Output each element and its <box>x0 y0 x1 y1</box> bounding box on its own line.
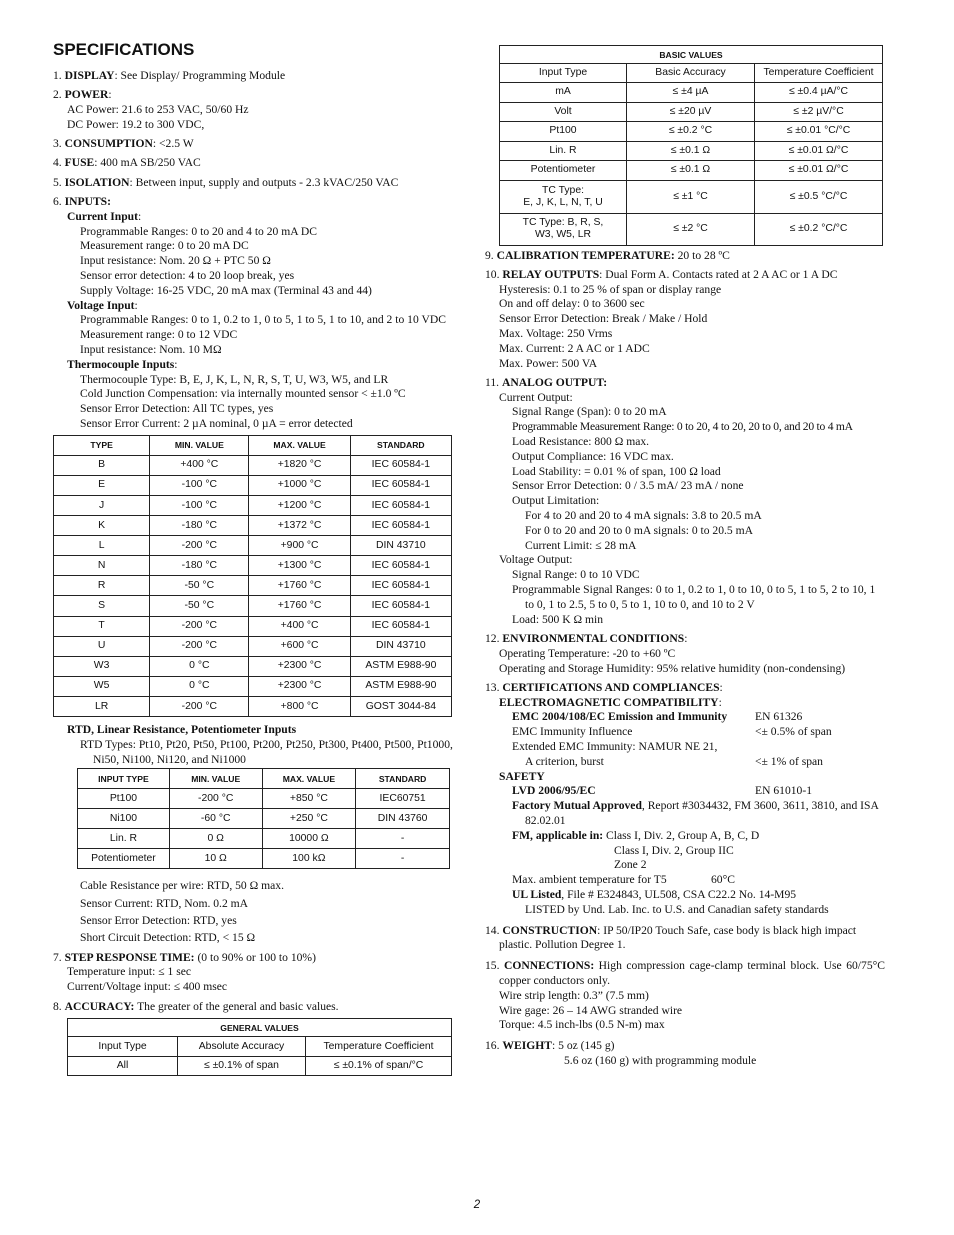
table-cell: -50 °C <box>150 576 249 596</box>
table-cell: +2300 °C <box>249 676 350 696</box>
table-cell: IEC 60584-1 <box>350 616 451 636</box>
table-cell: +1300 °C <box>249 556 350 576</box>
table-cell: +600 °C <box>249 636 350 656</box>
table-cell: DIN 43760 <box>356 809 450 829</box>
spec-connections: 15. CONNECTIONS: High compression cage-clamp terminal block. Use 60/75°C copper conductors only. Wire strip length: 0.3” (7.5 mm) Wire gage: 26 – 14 AWG stranded wire Torque: 4.5 inch-lbs (0.5 N-m) max <box>485 959 885 1032</box>
table-row <box>500 102 883 122</box>
spec-isolation: 5. ISOLATION: Between input, supply and outputs - 2.3 kVAC/250 VAC <box>53 175 399 189</box>
table-cell: - <box>356 829 450 849</box>
table-row <box>54 516 452 536</box>
table-row <box>54 576 452 596</box>
voltage-input-heading: Voltage Input: <box>67 298 138 312</box>
spec-fuse: 4. FUSE: 400 mA SB/250 VAC <box>53 156 201 170</box>
table-row <box>500 161 883 181</box>
table-cell: W3 <box>54 656 150 676</box>
table-cell: - <box>356 849 450 869</box>
spec-calibration: 9. CALIBRATION TEMPERATURE: 20 to 28 ºC <box>485 248 730 262</box>
table-cell: IEC 60584-1 <box>350 455 451 475</box>
table-row: TC Type: E, J, K, L, N, T, U ≤ ±1 °C ≤ ±0.5 °C/°C <box>500 180 883 213</box>
spec-weight: 16. WEIGHT: 5 oz (145 g) 5.6 oz (160 g) with programming module <box>485 1039 757 1067</box>
table-row <box>78 829 450 849</box>
table-row <box>500 141 883 161</box>
table-cell: -100 °C <box>150 475 249 495</box>
table-cell: GOST 3044-84 <box>350 696 451 716</box>
table-cell: U <box>54 636 150 656</box>
spec-analog-output: 11. ANALOG OUTPUT: Current Output: Signal Range (Span): 0 to 20 mA Programmable Measurement Range: 0 to 20, 4 to 20, 20 to 0, and 20 to 4 mA Load Resistance: 800 Ω max. Output Compliance: 16 VDC max. Load Stability: = 0.01 % of span, 100 Ω load Sensor Error Detection: 0 / 3.5 mA/ 23 mA / none Output Limitation: For 4 to 20 and 20 to 4 mA signals: 3.8 to 20.5 mA For 0 to 20 and 20 to 0 mA signals: 0 to 20.5 mA Current Limit: ≤ 28 mA Voltage Output: Signal Range: 0 to 10 VDC Programmable Signal Ranges: 0 to 1, 0.2 to 1, 0 to 10, 0 to 5, 1 to 5, 2 to 10, 1 to 0, 1 to 2.5, 5 to 0, 5 to 1, 10 to 0, and 10 to 2 V Load: 500 K Ω min <box>485 375 876 626</box>
header-standard: STANDARD <box>356 769 450 789</box>
table-cell: ≤ ±20 µV <box>627 102 755 122</box>
table-row <box>54 656 452 676</box>
table-cell: -180 °C <box>150 516 249 536</box>
table-cell: +250 °C <box>262 809 356 829</box>
table-row <box>78 809 450 829</box>
table-cell: -50 °C <box>150 596 249 616</box>
table-row: TC Type: B, R, S, W3, W5, LR ≤ ±2 °C ≤ ±0.2 °C/°C <box>500 213 883 245</box>
table-cell: J <box>54 496 150 516</box>
table-cell: ASTM E988-90 <box>350 676 451 696</box>
table-cell: 0 °C <box>150 656 249 676</box>
table-cell: 0 Ω <box>169 829 262 849</box>
table-row <box>54 475 452 495</box>
table-cell: 100 kΩ <box>262 849 356 869</box>
table-cell: 0 °C <box>150 676 249 696</box>
spec-power: 2. POWER: AC Power: 21.6 to 253 VAC, 50/60 Hz DC Power: 19.2 to 300 VDC, <box>53 88 249 131</box>
table-cell: +1760 °C <box>249 576 350 596</box>
table-cell: +2300 °C <box>249 656 350 676</box>
table-cell: S <box>54 596 150 616</box>
table-cell: IEC 60584-1 <box>350 496 451 516</box>
general-values-table: GENERAL VALUES Input Type Absolute Accuracy Temperature Coefficient All ≤ ±0.1% of span ≤ ±0.1% of span/°C <box>67 1018 452 1076</box>
table-cell: +1000 °C <box>249 475 350 495</box>
thermocouple-table <box>53 435 452 717</box>
table-cell: N <box>54 556 150 576</box>
basic-values-table: BASIC VALUES Input Type Basic Accuracy Temperature Coefficient mA ≤ ±4 µA ≤ ±0.4 µA/°C Volt ≤ ±20 µV ≤ ±2 µV/°C Pt100 ≤ ±0.2 °C ≤ ±0.01 °C/°C Lin. R ≤ ±0.1 Ω ≤ ±0.01 Ω/°C Potentiometer ≤ ±0.1 Ω ≤ ±0.01 Ω/°C TC Type: E, J, K, L, N, T, U ≤ ±1 °C ≤ ±0.5 °C/°C TC Type: B, R, S, W3, W5, LR ≤ ±2 °C ≤ ±0.2 °C/°C <box>499 45 883 246</box>
table-cell: +400 °C <box>249 616 350 636</box>
header-input-type: INPUT TYPE <box>78 769 170 789</box>
table-cell: K <box>54 516 150 536</box>
table-cell: ≤ ±2 µV/°C <box>755 102 883 122</box>
page-number: 2 <box>473 1199 481 1211</box>
table-cell: L <box>54 536 150 556</box>
table-row <box>54 616 452 636</box>
general-values-caption: GENERAL VALUES <box>68 1019 452 1037</box>
table-cell: +1760 °C <box>249 596 350 616</box>
table-cell: LR <box>54 696 150 716</box>
table-cell: -200 °C <box>150 696 249 716</box>
table-cell: +850 °C <box>262 789 356 809</box>
table-cell: -60 °C <box>169 809 262 829</box>
table-cell: ≤ ±0.1 Ω <box>627 161 755 181</box>
table-cell: IEC 60584-1 <box>350 516 451 536</box>
table-cell: +1820 °C <box>249 455 350 475</box>
table-row <box>54 455 452 475</box>
spec-inputs: 6. INPUTS: Current Input: Programmable Ranges: 0 to 20 and 4 to 20 mA DC Measurement range: 0 to 20 mA DC Input resistance: Nom. 20 Ω + PTC 50 Ω Sensor error detection: 4 to 20 loop break, yes Supply Voltage: 16-25 VDC, 20 mA max (Terminal 43 and 44) Voltage Input: Programmable Ranges: 0 to 1, 0.2 to 1, 0 to 5, 1 to 5, 1 to 10, and 2 to 10 VDC Measurement range: 0 to 12 VDC Input resistance: Nom. 10 MΩ Thermocouple Inputs: Thermocouple Type: B, E, J, K, L, N, R, S, T, U, W3, W5, and LR Cold Junction Compensation: via internally mounted sensor < ±1.0 ºC Sensor Error Detection: All TC types, yes Sensor Error Current: 2 µA nominal, 0 µA = error detected TYPE MIN. VALUE MAX. VALUE STANDARD B +400 °C +1820 °C IEC 60584-1 E -100 °C +1000 °C IEC 60584-1 J -100 °C +1200 °C IEC 60584-1 K -180 °C +1372 °C IEC 60584-1 L -200 °C +900 °C DIN 43710 N -180 °C +1300 °C IEC 60584-1 R -50 °C +1760 °C IEC 60584-1 S -50 °C +1760 °C IEC 60584-1 T -200 °C +400 °C IEC 60584-1 U -200 °C +600 °C DIN 43710 W3 0 °C +2300 °C ASTM E988-90 W5 0 °C +2300 °C ASTM E988-90 LR -200 °C +800 °C GOST 3044-84 RTD, Linear Resistance, Potentiometer Inputs RTD Types: Pt10, Pt20, Pt50, Pt100, Pt200, Pt250, Pt300, Pt400, Pt500, Pt1000, Ni50, Ni100, Ni120, and Ni1000 INPUT TYPE MIN. VALUE MAX. VALUE STANDARD Pt100 -200 °C +850 °C IEC60751 Ni100 -60 °C +250 °C DIN 43760 Lin. R 0 Ω 10000 Ω - Potentiometer 10 Ω 100 kΩ - Cable Resistance per wire: RTD, 50 Ω max. Sensor Current: RTD, Nom. 0.2 mA Sensor Error Detection: RTD, yes Short Circuit Detection: RTD, < 15 Ω <box>53 195 453 945</box>
table-cell: +400 °C <box>150 455 249 475</box>
left-column <box>53 40 453 1081</box>
spec-construction: 14. CONSTRUCTION: IP 50/IP20 Touch Safe, case body is black high impact plastic. Pollution Degree 1. <box>485 923 857 952</box>
table-cell: ≤ ±0.2 °C <box>627 122 755 142</box>
table-cell: Potentiometer <box>78 849 170 869</box>
table-cell: +1372 °C <box>249 516 350 536</box>
current-input-heading: Current Input: <box>67 209 142 223</box>
table-cell: W5 <box>54 676 150 696</box>
table-cell: IEC 60584-1 <box>350 576 451 596</box>
spec-step-response: 7. STEP RESPONSE TIME: (0 to 90% or 100 to 10%) Temperature input: ≤ 1 sec Current/Voltage input: ≤ 400 msec <box>53 950 316 994</box>
thermocouple-heading: Thermocouple Inputs: <box>67 357 178 371</box>
table-row <box>78 789 450 809</box>
rtd-heading: RTD, Linear Resistance, Potentiometer Inputs <box>67 723 297 737</box>
table-cell: -100 °C <box>150 496 249 516</box>
table-cell: DIN 43710 <box>350 636 451 656</box>
table-row <box>500 83 883 103</box>
table-cell: IEC 60584-1 <box>350 475 451 495</box>
table-cell: T <box>54 616 150 636</box>
table-cell: -180 °C <box>150 556 249 576</box>
spec-display: 1. DISPLAY: See Display/ Programming Module <box>53 69 286 82</box>
table-cell: ≤ ±4 µA <box>627 83 755 103</box>
table-row <box>54 556 452 576</box>
table-cell: Pt100 <box>500 122 627 142</box>
table-row <box>54 596 452 616</box>
page-title: SPECIFICATIONS <box>53 40 195 59</box>
table-cell: mA <box>500 83 627 103</box>
table-cell: +900 °C <box>249 536 350 556</box>
spec-certifications: 13. CERTIFICATIONS AND COMPLIANCES: ELECTROMAGNETIC COMPATIBILITY: EMC 2004/108/EC Emission and Immunity EN 61326 EMC Immunity Influence <± 0.5% of span Extended EMC Immunity: NAMUR NE 21, A criterion, burst <± 1% of span SAFETY LVD 2006/95/EC EN 61010-1 Factory Mutual Approved, Report #3034432, FM 3600, 3611, 3810, and ISA 82.02.01 FM, applicable in: Class I, Div. 2, Group A, B, C, D Class I, Div. 2, Group IIC Zone 2 Max. ambient temperature for T5 60°C UL Listed, File # E324843, UL508, CSA C22.2 No. 14-M95 LISTED by Und. Lab. Inc. to U.S. and Canadian safety standards <box>485 680 879 916</box>
table-cell: Potentiometer <box>500 161 627 181</box>
header-min: MIN. VALUE <box>150 435 249 455</box>
table-cell: -200 °C <box>150 636 249 656</box>
table-row <box>54 676 452 696</box>
table-cell: ≤ ±0.01 Ω/°C <box>755 161 883 181</box>
table-cell: Lin. R <box>78 829 170 849</box>
spec-relay: 10. RELAY OUTPUTS: Dual Form A. Contacts rated at 2 A AC or 1 A DC Hysteresis: 0.1 to 25 % of span or display range On and off delay: 0 to 3600 sec Sensor Error Detection: Break / Make / Hold Max. Voltage: 250 Vrms Max. Current: 2 A AC or 1 ADC Max. Power: 500 VA <box>485 267 838 370</box>
table-row <box>54 536 452 556</box>
table-cell: IEC 60584-1 <box>350 596 451 616</box>
table-row <box>78 849 450 869</box>
basic-values-caption: BASIC VALUES <box>500 46 883 64</box>
header-min: MIN. VALUE <box>169 769 262 789</box>
spec-environment: 12. ENVIRONMENTAL CONDITIONS: Operating Temperature: -20 to +60 ºC Operating and Storage Humidity: 95% relative humidity (non-condensing) <box>485 631 846 675</box>
table-cell: Lin. R <box>500 141 627 161</box>
table-cell: Pt100 <box>78 789 170 809</box>
table-cell: ≤ ±0.01 Ω/°C <box>755 141 883 161</box>
table-cell: ≤ ±0.01 °C/°C <box>755 122 883 142</box>
spec-accuracy: 8. ACCURACY: The greater of the general and basic values. GENERAL VALUES Input Type Absolute Accuracy Temperature Coefficient All ≤ ±0.1% of span ≤ ±0.1% of span/°C <box>53 1000 453 1077</box>
table-row <box>500 122 883 142</box>
right-column <box>485 45 885 1073</box>
table-cell: DIN 43710 <box>350 536 451 556</box>
table-cell: 10 Ω <box>169 849 262 869</box>
header-max: MAX. VALUE <box>262 769 356 789</box>
table-row <box>54 636 452 656</box>
table-cell: +800 °C <box>249 696 350 716</box>
table-cell: -200 °C <box>150 536 249 556</box>
header-standard: STANDARD <box>350 435 451 455</box>
table-cell: R <box>54 576 150 596</box>
table-row <box>54 496 452 516</box>
spec-consumption: 3. CONSUMPTION: <2.5 W <box>53 137 194 151</box>
table-cell: IEC 60584-1 <box>350 556 451 576</box>
header-max: MAX. VALUE <box>249 435 350 455</box>
table-cell: -200 °C <box>150 616 249 636</box>
table-cell: ≤ ±0.4 µA/°C <box>755 83 883 103</box>
table-cell: Volt <box>500 102 627 122</box>
table-cell: 10000 Ω <box>262 829 356 849</box>
table-cell: Ni100 <box>78 809 170 829</box>
table-row: All ≤ ±0.1% of span ≤ ±0.1% of span/°C <box>68 1057 452 1076</box>
table-cell: IEC60751 <box>356 789 450 809</box>
table-cell: E <box>54 475 150 495</box>
table-cell: ≤ ±0.1 Ω <box>627 141 755 161</box>
table-cell: ASTM E988-90 <box>350 656 451 676</box>
table-cell: +1200 °C <box>249 496 350 516</box>
table-row <box>54 696 452 716</box>
table-cell: B <box>54 455 150 475</box>
table-cell: -200 °C <box>169 789 262 809</box>
header-type: TYPE <box>54 435 150 455</box>
rtd-table <box>77 768 450 869</box>
